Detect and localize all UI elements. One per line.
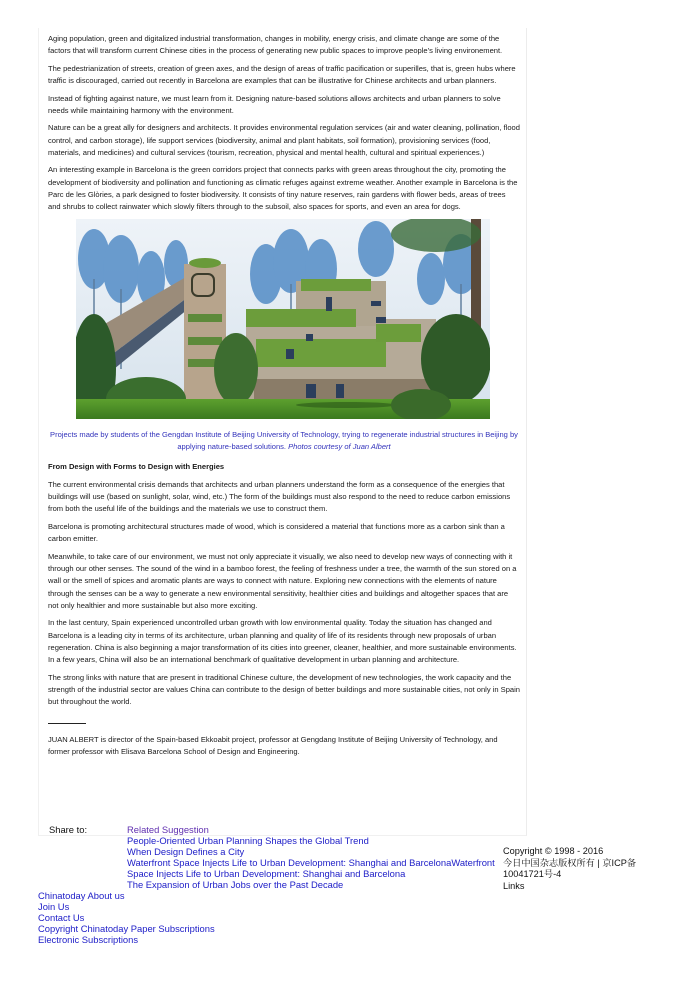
related-suggestion-heading[interactable]: Related Suggestion: [127, 824, 209, 835]
related-link[interactable]: People-Oriented Urban Planning Shapes the Global Trend: [127, 835, 369, 847]
paragraph: Meanwhile, to take care of our environment, we must not only appreciate it visually, we also need to develop new ways of connecting with it through our other senses. The sound of the wind in a bamboo forest, the feeling of freshness under a tree, the warmth of the sun stored on a wall or the smell of spices and aromatic plants are ways to connect with nature. Exploring new connections with the elements of nature through the senses can be a way to generate a new environmental sensitivity, healthier cities and buildings and altogether spaces that are not only healthier and more sustainable but also more exciting.: [48, 551, 517, 610]
paragraph: The current environmental crisis demands that architects and urban planners understand the form as a consequence of the energies that buildings will use (based on sunlight, solar, wind, etc.) The form of the buildings must also respond to the need to reduce carbon emissions from both the useful life of the buildings and the materials we use to construct them.: [48, 479, 511, 514]
copyright-block: [503, 846, 653, 892]
author-bio: JUAN ALBERT is director of the Spain-based Ekkoabit project, professor at Gengdang Institute of Beijing University of Technology, and former professor with Elisava Barcelona School of Design and Engineering.: [48, 734, 498, 756]
paragraph: The strong links with nature that are present in traditional Chinese culture, the development of new technologies, the work capacity and the strength of the industrial sector are values China can contribute to the design of better buildings and more sustainable cities, not only in Spain but throughout the world.: [48, 672, 520, 707]
paragraph: An interesting example in Barcelona is the green corridors project that connects parks with green areas throughout the city, promoting the development of biodiversity and pollination and functioning as climatic refuges against extreme weather. Another example in Barcelona is the Parc de les Glòries, a park designed to foster biodiversity. It consists of tiny nature reserves, rain gardens with flower beds, areas of trees and shrubs to collect rainwater which slowly filters through to the subsoil, also spaces for sports, and even an area for dogs.: [48, 165, 518, 212]
icp-number: 10041721号-4: [503, 869, 562, 880]
paragraph: Instead of fighting against nature, we must learn from it. Designing nature-based solutions allows architects and urban planners to solve needs while maintaining harmony with the environment.: [48, 93, 501, 115]
article-body: [48, 33, 520, 763]
paragraph: The pedestrianization of streets, creation of green axes, and the design of areas of traffic pacification or superilles, that is, green hubs where traffic is discouraged, carried out recently in Barcelona are examples that can be illustrative for Chinese architects and urban planners.: [48, 63, 516, 86]
footer-link-contact[interactable]: Contact Us: [38, 911, 85, 923]
paragraph: Aging population, green and digitalized industrial transformation, changes in mobility, energy crisis, and climate change are some of the factors that will transform current Chinese cities in the process of generating new public spaces to improve people’s living environement.: [48, 34, 503, 56]
links-label: Links: [503, 880, 525, 891]
caption-text: Projects made by students of the Gengdan Institute of Beijing University of Technology, trying to regenerate industrial structures in Beijing by applying nature-based solutions.: [50, 429, 518, 452]
footer-link-paper-subscriptions[interactable]: Copyright Chinatoday Paper Subscriptions: [38, 922, 215, 934]
footer-link-join[interactable]: Join Us: [38, 900, 70, 912]
related-link[interactable]: Space Injects Life to Urban Development: Shanghai and Barcelona: [127, 868, 406, 880]
related-link[interactable]: When Design Defines a City: [127, 846, 245, 858]
image-caption: [48, 429, 520, 454]
related-link[interactable]: The Expansion of Urban Jobs over the Past Decade: [127, 879, 344, 891]
copyright-line: 今日中国杂志版权所有 | 京ICP备: [503, 857, 637, 868]
footer-links: [38, 891, 215, 946]
caption-credit: Photos courtesy of Juan Albert: [288, 442, 391, 452]
paragraph: Nature can be a great ally for designers and architects. It provides environmental regulation services (air and water cleaning, pollination, flood control, and carbon storage), life support services (biodiversity, animal and plant habitats, soil formation), provisioning services (food, materials, and medicines) and cultural services (tourism, recreation, physical and mental health, cultural and spiritual experiences.): [48, 123, 520, 157]
paragraph: In the last century, Spain experienced uncontrolled urban growth with low environmental quality. Today the situation has changed and Barcelona is a leading city in terms of its architecture, urban planning and quality of life of its residents through new proposals of urban regeneration. China is also beginning a major transformation of its cities into greener, cleaner, healthier, and more sustainable environments. In a few years, China will also be an international benchmark of qualitative development in urban planning and architecture.: [48, 618, 517, 665]
copyright-line: Copyright © 1998 - 2016: [503, 846, 604, 856]
share-label: Share to:: [49, 824, 88, 835]
article-image: [76, 219, 490, 419]
footer-link-about[interactable]: Chinatoday About us: [38, 890, 125, 901]
paragraph: Barcelona is promoting architectural structures made of wood, which is considered a material that functions more as a carbon sink than a carbon emitter.: [48, 521, 505, 544]
footer-link-electronic-subscriptions[interactable]: Electronic Subscriptions: [38, 933, 139, 945]
section-heading: From Design with Forms to Design with Energies: [48, 462, 225, 472]
related-link[interactable]: Waterfront Space Injects Life to Urban Development: Shanghai and BarcelonaWaterfront: [127, 857, 495, 869]
divider: [48, 723, 86, 724]
building-rendering-illustration: [76, 219, 490, 419]
related-suggestions: [127, 824, 495, 891]
